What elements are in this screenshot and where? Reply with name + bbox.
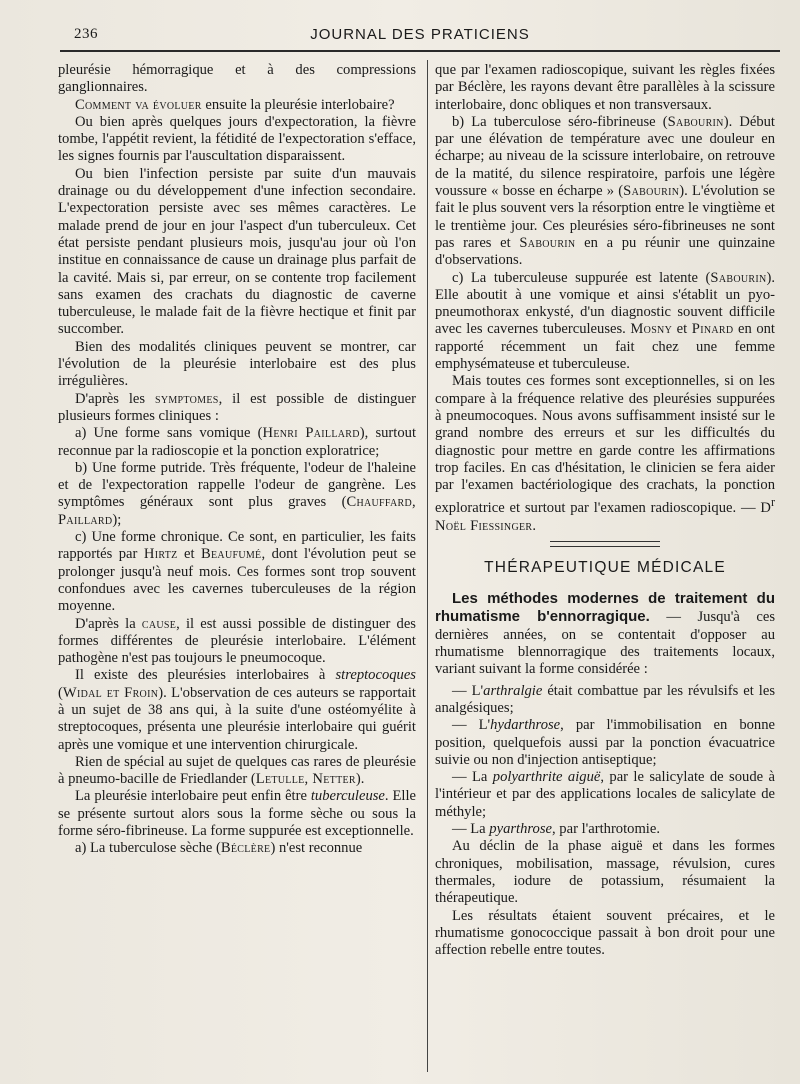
- author-signature: Noël Fiessinger: [435, 517, 533, 534]
- paragraph: [58, 667, 416, 753]
- text-run: , il est possible de distinguer plusieurs formes cliniques :: [58, 390, 416, 424]
- list-item: [58, 425, 416, 460]
- text-run: ). L'évolution se fait le plus souvent vers la résorption entre le vingtième et le trentième jour. Ces pleurésies séro-fibrineuses ne sont pas rares et: [435, 183, 776, 251]
- text-run: — L': [452, 717, 491, 734]
- text-run: . Elle se présente surtout alors sous la forme sèche ou sous la forme séro-fibrineuse. La forme suppurée est exceptionnelle.: [58, 788, 416, 840]
- author-name: Letulle, Netter: [255, 771, 356, 788]
- list-item: [435, 114, 775, 270]
- list-item: [435, 821, 775, 838]
- text-run: en ont rapporté récemment un fait chez une femme emphysémateuse et tuberculeuse.: [435, 321, 775, 373]
- text-run: — L': [452, 682, 484, 699]
- text-run: c) Une forme chronique. Ce sont, en particulier, les faits rapportés par: [58, 529, 416, 563]
- page-number: 236: [74, 26, 98, 42]
- list-item: [435, 270, 775, 374]
- paragraph: Bien des modalités cliniques peuvent se montrer, car l'évolution de la pleurésie interlobaire est des plus irrégulières.: [58, 338, 416, 390]
- text-run: ) n'est reconnue: [270, 840, 363, 857]
- superscript: r: [770, 495, 775, 510]
- text-run: , par le salicylate de soude à l'intérieur et par des applications locales de salicylate de méthyle;: [435, 769, 775, 820]
- text-run: ), surtout reconnue par la radioscopie et la ponction exploratrice;: [58, 425, 416, 459]
- author-name: Mosny: [630, 321, 673, 338]
- journal-title: JOURNAL DES PRATICIENS: [310, 26, 530, 43]
- article-title: Les méthodes modernes de traitement du rhumatisme b'ennorragique.: [435, 590, 775, 626]
- text-run: ). Début par une élévation de température avec une douleur en écharpe; au niveau de la scissure interlobaire, on retrouve de la matité, du silence respiratoire, parfois une légère voussure « bosse en écharpe » (: [435, 113, 775, 200]
- text-run: , par l'immobilisation en bonne position, quelquefois aussi par la ponction évacuatrice suivie ou non d'injection antiseptique;: [435, 717, 775, 768]
- text-run: D'après les: [75, 390, 155, 407]
- paragraph: Au déclin de la phase aiguë et dans les formes chroniques, mobilisation, massage, révulsion, cures thermales, iodure de potassium, résumaient la thérapeutique.: [435, 838, 775, 907]
- text-run: — Jusqu'à ces dernières années, on se contentait d'opposer au rhumatisme blennorragique des traitements locaux, variant suivant la forme considérée :: [435, 609, 776, 678]
- paragraph: [58, 616, 416, 668]
- text-run: , dont l'évolution peut se prolonger jusqu'à neuf mois. Ces formes sont trop souvent confondues avec les cavernes tuberculeuses de la région moyenne.: [58, 546, 416, 615]
- text-run: — La: [452, 769, 493, 786]
- list-item: [435, 683, 775, 718]
- text-run: — La: [452, 821, 490, 838]
- text-run: et: [177, 546, 201, 563]
- paragraph: Les résultats étaient souvent précaires, et le rhumatisme gonococcique passait à bon droit pour une affection rebelle entre toutes.: [435, 907, 775, 959]
- header-rule: [60, 50, 780, 52]
- author-name: Widal et Froin: [62, 684, 159, 701]
- italic-term: polyarthrite aiguë: [492, 769, 601, 786]
- paragraph: [435, 373, 775, 535]
- text-run: et: [672, 321, 692, 338]
- small-caps-term: symptomes: [154, 390, 219, 407]
- text-run: D'après la: [75, 615, 142, 632]
- italic-term: streptocoques: [335, 667, 416, 684]
- paragraph: [58, 754, 416, 789]
- text-run: a) La tuberculose sèche (: [75, 840, 221, 857]
- paragraph: pleurésie hémorragique et à des compressions ganglionnaires.: [58, 62, 416, 96]
- list-item: [58, 460, 416, 529]
- text-run: Il existe des pleurésies interlobaires à: [75, 667, 336, 684]
- text-run: c) La tuberculeuse suppurée est latente (: [452, 269, 711, 286]
- author-name: Beaufumé: [200, 546, 262, 563]
- author-name: Sabourin: [623, 183, 680, 200]
- text-run: Mais toutes ces formes sont exceptionnelles, si on les compare à la fréquence relative des pleurésies suppurées à pneumocoques. Nous avons suffisamment insisté sur le grand nombre des erreurs et sur les difficultés du diagnostic pour mettre en garde contre les affirmations trop faciles. En cas d'hésitation, le clinicien se fera aider par l'examen bactériologique des crachats, la ponction exploratrice et surtout par l'examen radioscopique. — D: [435, 373, 775, 517]
- author-name: Hirtz: [143, 546, 178, 563]
- text-run: La pleurésie interlobaire peut enfin être: [75, 788, 311, 805]
- column-divider: [427, 60, 428, 1072]
- text-run: était combattue par les révulsifs et les analgésiques;: [435, 682, 775, 716]
- italic-term: arthralgie: [483, 682, 543, 699]
- author-name: Béclère: [220, 840, 271, 857]
- text-run: Rien de spécial au sujet de quelques cas rares de pleurésie à pneumo-bacille de Friedlander (: [58, 753, 416, 788]
- author-name: Sabourin: [519, 234, 576, 251]
- small-caps-term: cause: [141, 615, 177, 632]
- text-run: .: [532, 517, 537, 534]
- text-run: ). L'observation de ces auteurs se rapportait à un sujet de 38 ans qui, à la suite d'une ostéomyélite à streptocoques, présenta une pleurésie interlobaire qui guérit après une vomique et une intervention chirurgicale.: [58, 684, 416, 753]
- author-name: Pinard: [691, 321, 734, 338]
- text-run: ).: [355, 771, 365, 788]
- author-name: Sabourin: [667, 113, 724, 130]
- list-item: [435, 717, 775, 769]
- paragraph: Ou bien l'infection persiste par suite d'un mauvais drainage ou du développement d'une infection secondaire. L'expectoration persiste avec ses mêmes caractères. Le malade prend de jour en jour l'aspect d'un tuberculeux. Cet état persiste pendant plusieurs mois, jusqu'au jour où l'on institue en connaissance de cause un drainage plus parfait de la cavité. Mais si, par erreur, on se contente trop facilement sans examen des crachats du diagnostic de caverne tuberculeuse, le malade fait de la fièvre hectique et finit par succomber.: [58, 165, 416, 338]
- left-column: [58, 62, 416, 858]
- list-item: [58, 840, 416, 857]
- text-run: en a pu réunir une quinzaine d'observations.: [435, 234, 775, 269]
- text-run: a) Une forme sans vomique (: [75, 425, 263, 442]
- author-name: Sabourin: [710, 269, 767, 286]
- text-run: b) La tuberculose séro-fibrineuse (: [452, 113, 668, 130]
- italic-term: pyarthrose: [489, 821, 552, 838]
- paragraph: [58, 788, 416, 840]
- section-rule: [550, 541, 660, 547]
- paragraph: [58, 391, 416, 426]
- italic-term: hydarthrose: [490, 717, 561, 734]
- right-column: [435, 62, 775, 959]
- paragraph: que par l'examen radioscopique, suivant les règles fixées par Béclère, les rayons devant être parallèles à la scissure interlobaire, donc obliques et non transversaux.: [435, 62, 775, 113]
- author-name: Chauffard, Paillard: [58, 494, 416, 528]
- author-name: Henri Paillard: [262, 425, 360, 442]
- text-run: ensuite la pleurésie interlobaire?: [201, 96, 395, 113]
- page-header: [60, 22, 780, 48]
- text-run: ). Elle aboutit à une vomique et ainsi s'établit un pyo-pneumothorax enkysté, d'un diagnostic souvent difficile avec les cavernes tuberculeuses.: [435, 269, 775, 338]
- paragraph: [435, 590, 775, 678]
- list-item: [58, 529, 416, 615]
- section-heading: THÉRAPEUTIQUE MÉDICALE: [484, 558, 726, 576]
- list-item: [435, 769, 775, 821]
- text-run: );: [112, 511, 122, 528]
- italic-term: tuberculeuse: [310, 788, 385, 805]
- text-run: , il est aussi possible de distinguer des formes différentes de pleurésie interlobaire. L'élément pathogène n'est pas toujours le pneumocoque.: [58, 615, 416, 667]
- paragraph: [58, 97, 416, 114]
- text-run: (: [58, 684, 63, 701]
- lead-in: Comment va évoluer: [75, 96, 202, 113]
- text-run: b) Une forme putride. Très fréquente, l'odeur de l'haleine et de l'expectoration rappelle l'odeur de gangrène. Les symptômes généraux sont plus graves (: [58, 459, 416, 511]
- text-run: , par l'arthrotomie.: [552, 821, 660, 838]
- paragraph: Ou bien après quelques jours d'expectoration, la fièvre tombe, l'appétit revient, la fétidité de l'expectoration s'efface, les signes fournis par l'auscultation disparaissent.: [58, 113, 416, 165]
